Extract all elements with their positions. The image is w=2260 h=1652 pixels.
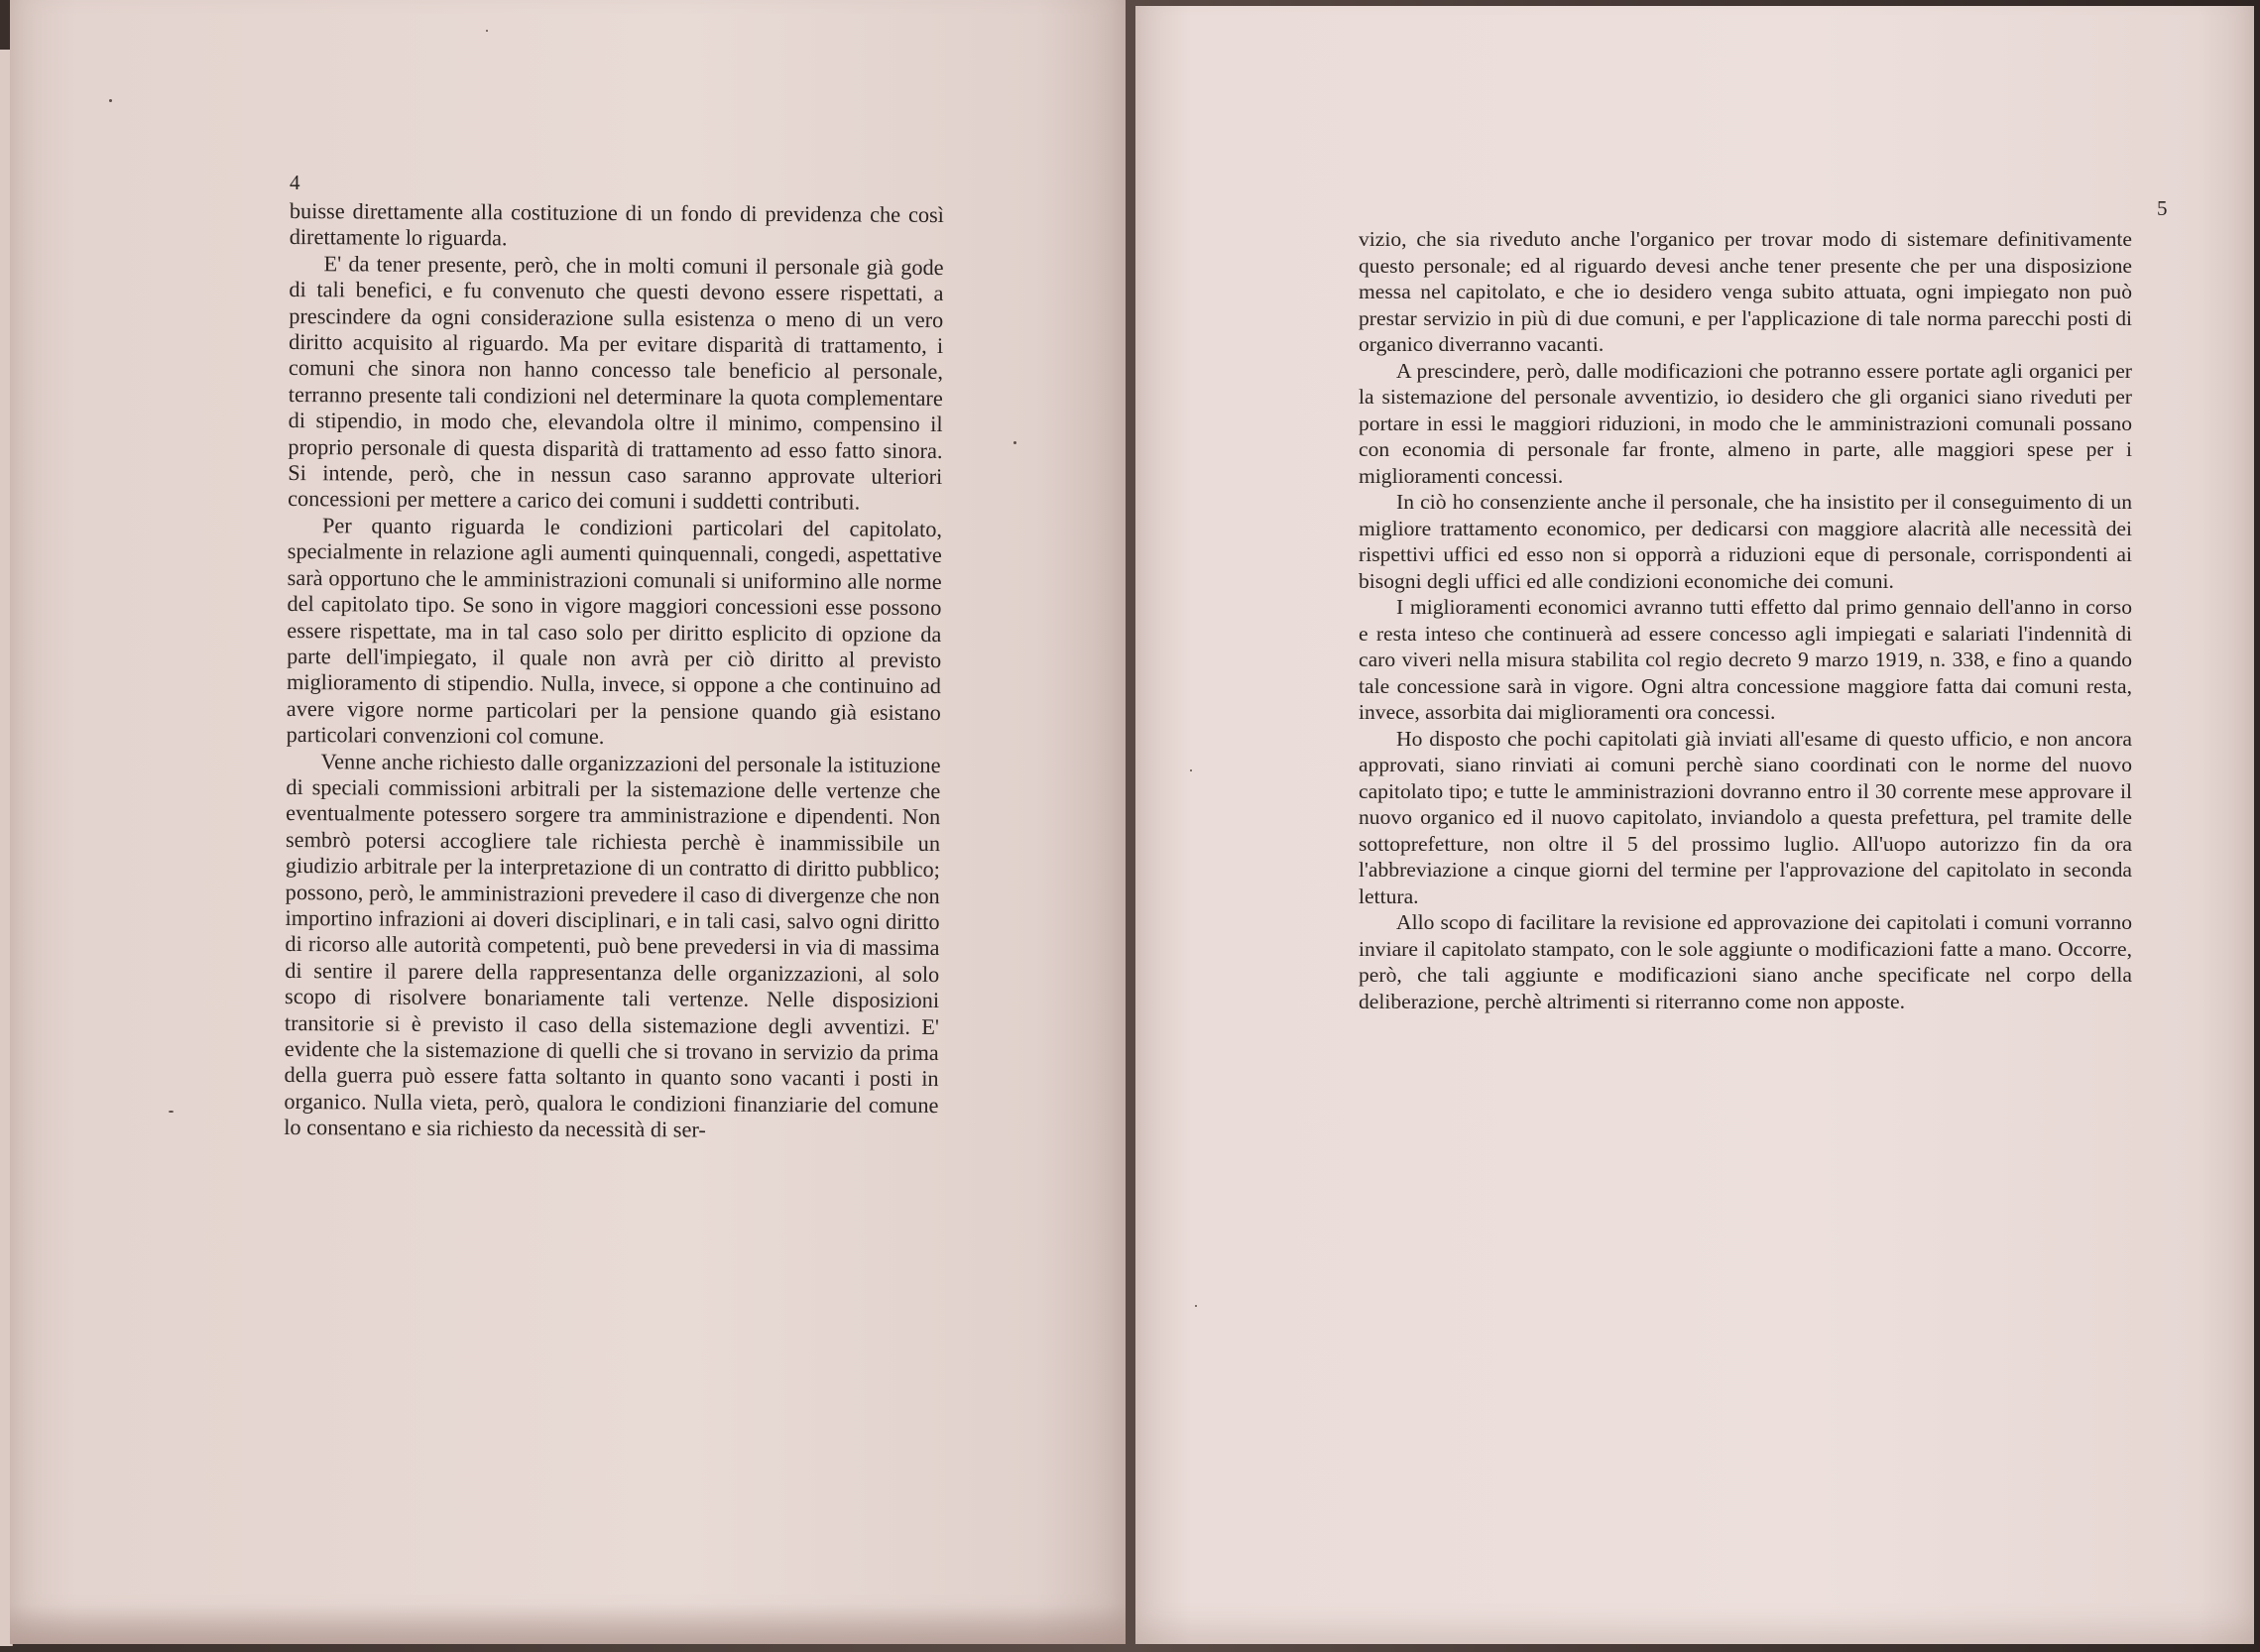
paragraph: buisse direttamente alla costituzione di un fondo di previdenza che così direttamente lo riguarda.	[289, 198, 944, 251]
right-page	[1135, 6, 2254, 1644]
page-number: 4	[290, 171, 300, 194]
paper-speck	[1013, 441, 1016, 444]
paper-speck	[169, 1111, 174, 1113]
paper-speck	[1195, 1305, 1197, 1307]
paragraph: In ciò ho consenziente anche il personale, che ha insistito per il conseguimento di un migliore trattamento economico, per dedicarsi con maggiore alacrità alle necessità dei rispettivi uffici ed esso non si opporrà a riduzioni eque di personale, corrispondenti ai bisogni degli uffici ed alle condizioni economiche dei comuni.	[1359, 490, 2132, 593]
paragraph: I miglioramenti economici avranno tutti effetto dal primo gennaio dell'anno in corso e resta inteso che continuerà ad essere concesso agli impiegati e salariati l'indennità di caro viveri nella misura stabilita col regio decreto 9 marzo 1919, n. 338, e fino a quando tale concessione sarà in vigore. Ogni altra concessione maggiore fatta dai comuni resta, invece, assorbita dai miglioramenti ora concessi.	[1359, 595, 2132, 724]
paragraph: Per quanto riguarda le condizioni particolari del capitolato, specialmente in relazione agli aumenti quinquennali, congedi, aspettative sarà opportuno che le amministrazioni comunali si uniformino alle norme del capitolato tipo. Se sono in vigore maggiori concessioni esse possono essere rispettate, ma in tal caso solo per diritto esplicito di opzione da parte dell'impiegato, il quale non avrà per ciò diritto al previsto miglioramento di stipendio. Nulla, invece, si oppone a che continuino ad avere vigore norme particolari per la pensione quando già esistano particolari convenzioni col comune.	[286, 513, 943, 750]
body-text	[1359, 226, 2132, 1014]
paragraph: E' da tener presente, però, che in molti comuni il personale già gode di tali benefici, e fu convenuto che questi devono essere rispettati, a prescindere da ogni considerazione sulla esistenza o meno di un vero diritto acquisito al riguardo. Ma per evitare disparità di trattamento, i comuni che sinora non hanno concesso tale beneficio al personale, terranno presente tali condizioni nel determinare la quota complementare di stipendio, in modo che, elevandola oltre il minimo, compensino il proprio personale di questa disparità di trattamento ad esso fatto sinora. Si intende, però, che in nessun caso saranno approvate ulteriori concessioni per mettere a carico dei comuni i suddetti contributi.	[288, 251, 944, 515]
paragraph: A prescindere, però, dalle modificazioni che potranno essere portate agli organici per la sistemazione del personale avventizio, io desidero che gli organici siano riveduti per portare in essi le maggiori riduzioni, in modo che le amministrazioni comunali possano con economia di personale far fronte, almeno in parte, alle maggiori spese per i miglioramenti concessi.	[1359, 358, 2132, 488]
paragraph: Venne anche richiesto dalle organizzazioni del personale la istituzione di speciali commissioni arbitrali per la sistemazione delle vertenze che eventualmente potessero sorgere tra amministrazione e dipendenti. Non sembrò potersi accogliere tale richiesta perchè è inammissibile un giudizio arbitrale per la interpretazione di un contratto di diritto pubblico; possono, però, le amministrazioni prevedere il caso di divergenze che non importino infrazioni ai doveri disciplinari, e in tali casi, salvo ogni diritto di ricorso alle autorità competenti, può bene prevedersi in via di massima di sentire il parere della rappresentanza delle organizzazioni, al solo scopo di risolvere bonariamente tali vertenze. Nelle disposizioni transitorie si è previsto il caso della sistemazione degli avventizi. E' evidente che la sistemazione di quelli che si trovano in servizio da prima della guerra può essere fatta soltanto in quanto sono vacanti i posti in organico. Nulla vieta, però, qualora le condizioni finanziarie del comune lo consentano e sia richiesto da necessità di ser-	[284, 748, 941, 1142]
paper-speck	[109, 99, 112, 102]
paper-speck	[486, 30, 488, 32]
paper-speck	[1190, 769, 1192, 771]
page-number: 5	[2157, 196, 2168, 220]
left-page	[10, 0, 1126, 1644]
paragraph: Allo scopo di facilitare la revisione ed approvazione dei capitolati i comuni vorranno inviare il capitolato stampato, con le sole aggiunte o modificazioni fatte a mano. Occorre, però, che tali aggiunte e modificazioni siano anche specificate nel corpo della deliberazione, perchè altrimenti si riterranno come non apposte.	[1359, 910, 2132, 1013]
paragraph: vizio, che sia riveduto anche l'organico per trovar modo di sistemare definitivamente questo personale; ed al riguardo devesi anche tener presente che per una disposizione messa nel capitolato, e che io desidero venga subito attuata, ogni impiegato non può prestar servizio in più di due comuni, e per l'applicazione di tale norma parecchi posti di organico diverranno vacanti.	[1359, 227, 2132, 356]
body-text	[284, 198, 944, 1145]
paragraph: Ho disposto che pochi capitolati già inviati all'esame di questo ufficio, e non ancora approvati, siano rinviati ai comuni perchè siano coordinati con le norme del nuovo capitolato tipo; e tutte le amministrazioni dovranno entro il 30 corrente mese approvare il nuovo organico ed il nuovo capitolato, inviandolo a questa prefettura, pel tramite delle sottoprefetture, non oltre il 5 del prossimo luglio. All'uopo autorizzo fin da ora l'abbreviazione a cinque giorni del termine per l'approvazione del capitolato in seconda lettura.	[1359, 726, 2132, 908]
